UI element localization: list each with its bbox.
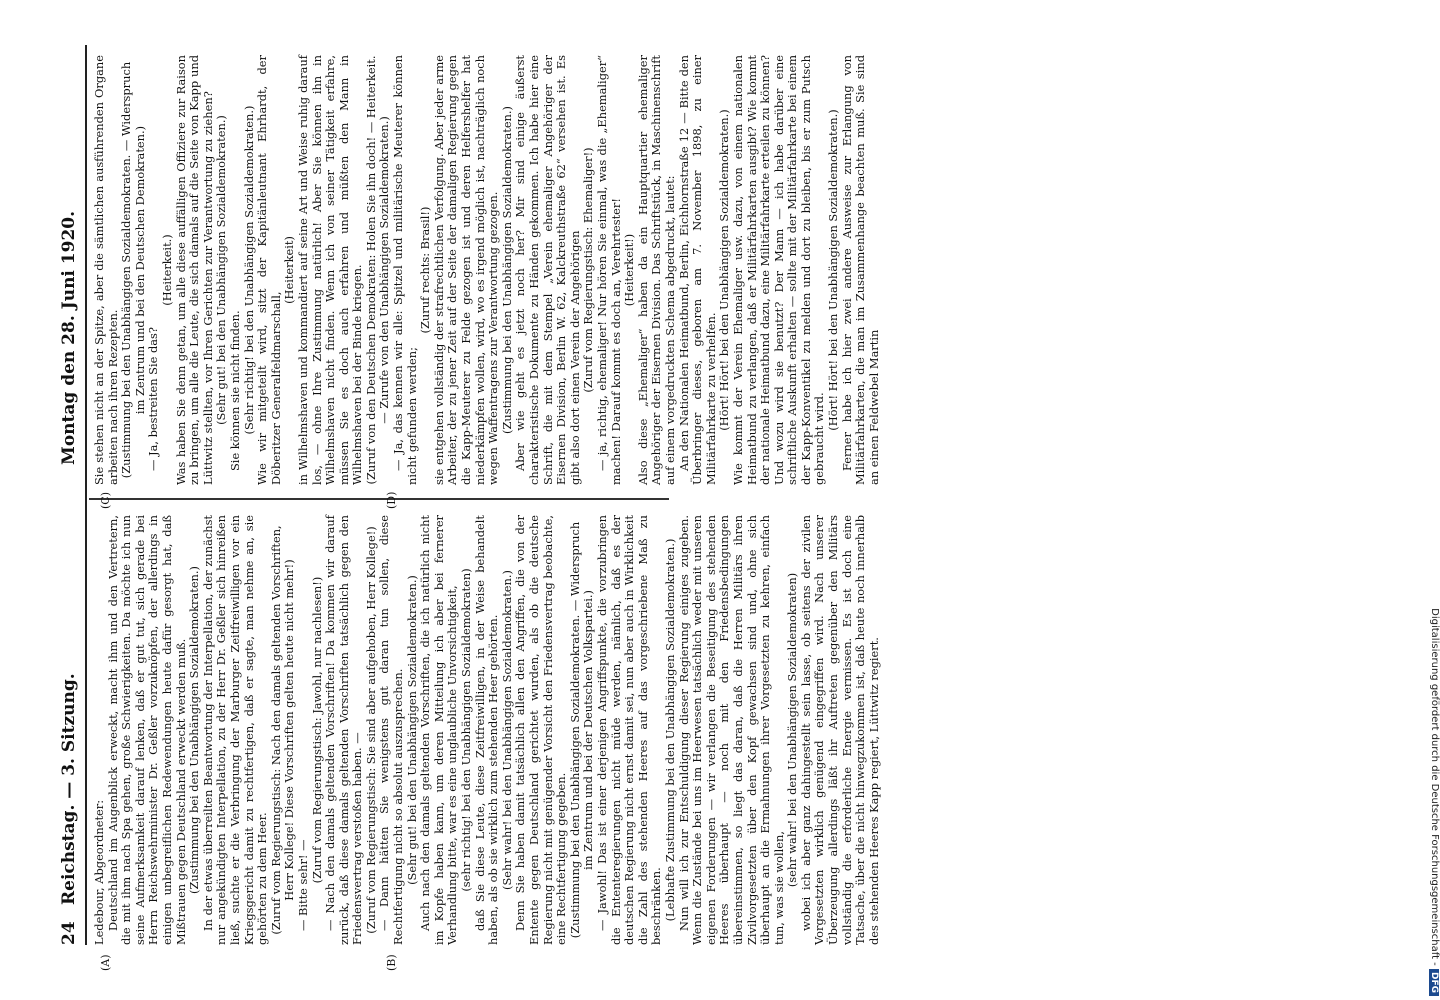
header-left-title: Reichstag. — 3. Sitzung.: [59, 673, 79, 905]
margin-mark-d: (D): [385, 491, 398, 509]
left-column-paragraph: (Lebhafte Zustimmung bei den Unabhängigen Sozialdemokraten.): [662, 538, 677, 922]
left-column-paragraph: daß Sie diese Leute, diese Zeitfreiwilligen, in der Weise behandelt haben, als ob sie wirklich zum stehenden Heer gehörten.: [472, 515, 501, 945]
digitization-note: [1422, 6, 1440, 996]
left-column-paragraph: Auch nach den damals geltenden Vorschriften, die ich natürlich nicht im Kopfe haben kann, um deren Mitteilung ich aber bei fernerer Verhandlung bitte, war es eine unglaubliche Unvorsichtigkeit,: [418, 515, 460, 945]
left-column-paragraph: (Sehr wahr! bei den Unabhängigen Sozialdemokraten.): [499, 570, 514, 890]
right-column-paragraph: (Hört! Hört! bei den Unabhängigen Sozialdemokraten.): [826, 109, 841, 431]
right-column-paragraph: Sie stehen nicht an der Spitze, aber die sämtlichen ausführenden Organe arbeiten nach ihren Rezepten.: [92, 55, 120, 485]
left-column-paragraph: — Jawohl! Das ist einer derjenigen Angriffspunkte, die vorzubringen die Ententeregierungen nicht müde werden, nämlich, daß es der deutschen Regierung nicht ernst damit sei, nun aber auch in Wirklichkeit die Zahl des stehenden Heeres auf das vorgeschriebene Maß zu beschränken.: [594, 515, 664, 945]
left-column-paragraph: Nun will ich zur Entschuldigung dieser Regierung einiges zugeben. Wenn die Zustände bei uns im Heerwesen tatsächlich weder mit unseren eigenen Forderungen — wir verlangen die Beseitigung des stehenden Heeres überhaupt — noch mit den Friedensbedingungen übereinstimmen, so liegt das daran, daß die Herren Militärs ihren Zivilvorgesetzten über den Kopf gewachsen sind und, ohne sich überhaupt an die Ermahnungen ihrer Vorgesetzten zu kehren, einfach tun, was sie wollen,: [676, 515, 786, 945]
right-column-paragraph: Was haben Sie denn getan, um alle diese auffälligen Offiziere zur Raison zu bringen, um alle die Leute, die sich damals auf die Seite von Kapp und Lüttwitz stellten, vor Ihren Gerichten zur Verantwortung zu ziehen?: [173, 55, 215, 485]
rotated-page: [55, 45, 1355, 971]
right-column-paragraph: — Ja, bestreiten Sie das?: [146, 326, 161, 471]
right-column-paragraph: (Zuruf von den Deutschen Demokraten: Holen Sie ihn doch! — Heiterkeit. — Zurufe von den Unabhängigen Sozialdemokraten.): [363, 55, 392, 485]
column-divider: [89, 499, 669, 501]
right-column-paragraph: Wie wir mitgeteilt wird, sitzt der Kapitänleutnant Ehrhardt, der Döberitzer Generalfeldmarschall,: [255, 55, 283, 485]
left-column-paragraph: (sehr richtig! bei den Unabhängigen Sozialdemokraten): [459, 568, 474, 892]
right-column-paragraph: (Sehr richtig! bei den Unabhängigen Sozialdemokraten.): [241, 105, 256, 435]
left-column-paragraph: In der etwas überreilten Beantwortung der Interpellation, der zunächst nur angekündigten Interpellation, zu der Herr Dr. Geßler sich hinreißen ließ, suchte er die Verbringung der Marburger Zeitfreiwilligen vor ein Kriegsgericht damit zu rechtfertigen, daß er sagte, man nehme an, sie gehörten zu dem Heer.: [200, 515, 270, 945]
right-column-paragraph: (Zuruf rechts: Brasil!): [418, 206, 433, 334]
left-column-paragraph: (sehr wahr! bei den Unabhängigen Sozialdemokraten): [785, 572, 800, 888]
left-column: [92, 515, 881, 945]
left-column-paragraph: (Zuruf vom Regierungstisch: Nach den damals geltenden Vorschriften, Herr Kollege! Diese Vorschriften gelten heute nicht mehr!): [268, 525, 297, 935]
right-column-paragraph: (Heiterkeit.): [159, 234, 174, 306]
right-column-paragraph: (Hört! Hört! bei den Unabhängigen Sozialdemokraten.): [717, 109, 732, 431]
right-column-paragraph: (Sehr gut! bei den Unabhängigen Sozialdemokraten.): [214, 115, 229, 425]
margin-mark-c: (C): [99, 492, 112, 509]
left-column-paragraph: — Nach den damals geltenden Vorschriften! Da kommen wir darauf zurück, daß diese damals geltenden Vorschriften tatsächlich gegen den Friedensvertrag verstoßen haben. —: [323, 515, 365, 945]
right-column-paragraph: (Heiterkeit): [282, 236, 297, 304]
right-column-paragraph: (Zustimmung bei den Unabhängigen Sozialdemokraten. — Widerspruch im Zentrum und bei den Deutschen Demokraten.): [119, 61, 147, 479]
page-number: 24: [59, 921, 79, 945]
right-column-paragraph: Wie kommt der Verein Ehemaliger usw. dazu, von einem nationalen Heimatbund zu verlangen, daß er Militärfahrkarten ausgibt? Wie kommt der nationale Heimatbund dazu, eine Militärfahrkarte erteilen zu können? Und wozu wird sie benutzt? Der Mann — ich habe darüber eine schriftliche Auskunft erhalten — sollte mit der Militärfahrkarte bei einem der Kapp-Konventikel zu melden und dort zu bleiben, bis er zum Putsch gebraucht wird.: [730, 55, 827, 485]
left-column-paragraph: (Sehr gut! bei den Unabhängigen Sozialdemokraten.): [404, 575, 419, 885]
left-column-paragraph: (Zuruf vom Regierungstisch: Sie sind aber aufgehoben, Herr Kollege!): [363, 526, 378, 934]
margin-mark-a: (A): [99, 954, 112, 971]
left-column-paragraph: Ledebour, Abgeordneter:: [92, 799, 106, 945]
left-column-paragraph: wobei ich aber ganz dahingestellt sein lasse, ob seitens der zivilen Vorgesetzten wirklich genügend eingegriffen wird. Nach unserer Überzeugung allerdings läßt ihr Auftreten gegenüber den Militärs vollständig die erforderliche Energie vermissen. Es ist doch eine Tatsache, über die nicht hinwegzukommen ist, daß heute noch innerhalb des stehenden Heeres Kapp regiert, Lüttwitz regiert.: [798, 515, 881, 945]
margin-mark-b: (B): [385, 954, 398, 971]
page-header: [55, 45, 85, 945]
left-column-paragraph: (Zustimmung bei den Unabhängigen Sozialdemokraten.): [187, 566, 202, 894]
right-column-paragraph: — Ja, das kennen wir alle: Spitzel und militärische Meuterer können nicht gefunden werden;: [391, 55, 419, 485]
right-column-paragraph: Aber wie geht es jetzt noch her? Mir sind einige äußerst charakteristische Dokumente zu Händen gekommen. Ich habe hier eine Schrift, die mit dem Stempel „Verein ehemaliger Angehöriger der Eisernen Division, Berlin W. 62, Kalckreuthstraße 62“ versehen ist. Es gibt also dort einen Verein der Angehörigen: [513, 55, 582, 485]
right-column: [92, 55, 881, 485]
header-right-title: Montag den 28. Juni 1920.: [59, 210, 79, 465]
header-rule: [85, 45, 87, 945]
right-column-paragraph: (Heiterkeit!): [622, 233, 637, 307]
left-column-paragraph: (Zuruf vom Regierungstisch: Jawohl, nur nachlesen!): [309, 576, 324, 884]
left-column-paragraph: (Zustimmung bei den Unabhängigen Sozialdemokraten. — Widerspruch im Zentrum und bei der Deutschen Volkspartei.): [567, 521, 596, 939]
side-note-text: Digitalisierung gefördert durch die Deutsche Forschungsgemeinschaft -: [1429, 608, 1440, 966]
dfg-logo: DFG: [1429, 969, 1439, 996]
right-column-paragraph: sie entgehen vollständig der strafrechtlichen Verfolgung. Aber jeder arme Arbeiter, der zu jener Zeit auf der Seite der damaligen Regierung gegen die Kapp-Meuterer zu Felde gezogen ist und deren Helfershelfer hat niederkämpfen wollen, wird, wo es irgend möglich ist, nachträglich noch wegen Waffentragens zur Verantwortung gezogen.: [431, 55, 501, 485]
right-column-paragraph: Ferner habe ich hier zwei andere Ausweise zur Erlangung von Militärfahrkarten, die man im Zusammenhange beachten muß. Sie sind an einen Feldwebel Martin: [839, 55, 881, 485]
right-column-paragraph: (Zustimmung bei den Unabhängigen Sozialdemokraten.): [499, 106, 514, 434]
left-column-paragraph: — Dann hätten Sie wenigstens gut daran tun sollen, diese Rechtfertigung nicht so absolut auszusprechen.: [377, 515, 406, 945]
right-column-paragraph: (Zuruf vom Regierungstisch: Ehemaliger!): [581, 147, 596, 393]
left-column-paragraph: Denn Sie haben damit tatsächlich allen den Angriffen, die von der Entente gegen Deutschland gerichtet wurden, als ob die deutsche Regierung nicht mit genügender Vorsicht den Friedensvertrag beobachte, eine Rechtfertigung gegeben.: [513, 515, 569, 945]
left-column-paragraph: — Bitte sehr! —: [295, 839, 310, 931]
left-column-paragraph: Deutschland im Augenblick erweckt, macht ihm und den Vertretern, die mit ihm nach Spa gehen, große Schwierigkeiten. Da möchte ich nun seine Aufmerksamkeit darauf lenken, daß er gut tut, sich gerade bei Herrn Reichswehrminister Dr. Geßler vorzuknöpfen, der allerdings in einigen unbegreiflichen Redewendungen heute dafür gesorgt hat, daß Mißtrauen gegen Deutschland erweckt werden muß.: [105, 515, 188, 945]
right-column-paragraph: Also diese „Ehemaliger“ haben da ein Hauptquartier ehemaliger Angehöriger der Eisernen Division. Das Schriftstück, in Maschinenschrift auf einem vorgedruckten Schema abgedruckt, lautet:: [635, 55, 677, 485]
right-column-paragraph: in Wilhelmshaven und kommandiert auf seine Art und Weise ruhig darauf los, — ohne Ihre Zustimmung natürlich! Aber Sie können ihn in Wilhelmshaven nicht finden. Wenn ich von seiner Tätigkeit erfahre, müssen Sie es doch auch erfahren und müßten den Mann in Wilhelmshaven bei der Binde kriegen.: [295, 55, 365, 485]
right-column-paragraph: Sie können sie nicht finden.: [227, 310, 242, 471]
right-column-paragraph: — ja, richtig, ehemaliger! Nur hören Sie einmal, was die „Ehemaliger“ machen! Darauf kommt es doch an, Verehrtester!: [594, 55, 623, 485]
right-column-paragraph: An den Nationalen Heimatbund, Berlin, Eichhornstraße 12 — Bitte den Überbringer dieses, geboren am 7. November 1898, zu einer Militärfahrkarte zu verhelfen.: [676, 55, 718, 485]
